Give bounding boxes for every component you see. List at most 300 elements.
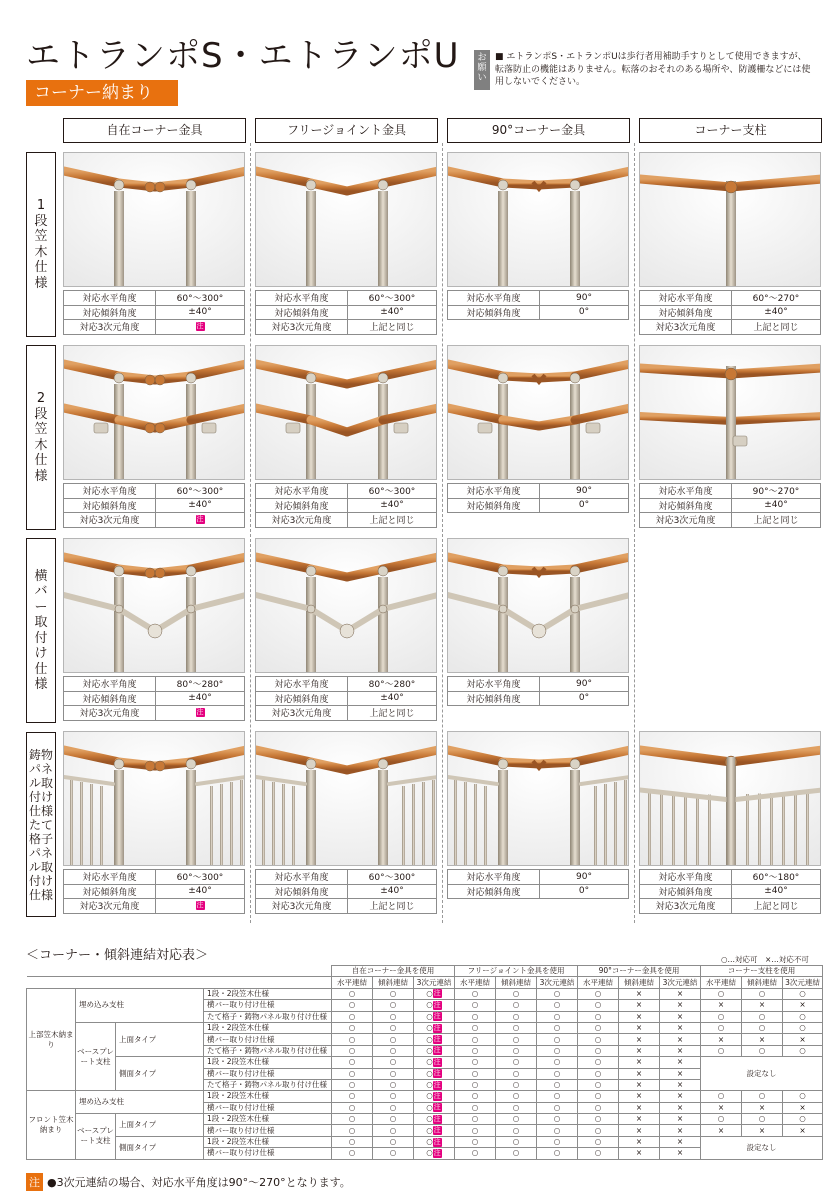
table-cell: ○注 <box>414 1091 455 1102</box>
column-header-free-joint: フリージョイント金具 <box>255 118 438 143</box>
table-row <box>27 1022 823 1033</box>
product-cell <box>639 152 821 334</box>
table-subheader: 3次元連結 <box>660 977 701 988</box>
table-cell: ○注 <box>414 1034 455 1045</box>
note-badge: 注 <box>433 1057 441 1066</box>
table-cell: ○ <box>455 1102 496 1113</box>
product-cell <box>639 345 821 527</box>
table-cell: ○ <box>537 1057 578 1068</box>
table-cell: ○ <box>455 1045 496 1056</box>
product-cell <box>255 538 437 720</box>
notice-text: ■ エトランポS・エトランポUは歩行者用補助手すりとして使用できますが、転落防止の機能はありません。転落のおそれのある場所や、防護柵などには使用しないでください。 <box>495 52 811 87</box>
product-photo <box>447 538 629 673</box>
table-cell: × <box>742 1102 783 1113</box>
table-cell: ○ <box>537 1068 578 1079</box>
table-cell: ○注 <box>414 1079 455 1090</box>
spec-row <box>256 706 437 721</box>
spec-value <box>156 320 245 335</box>
spec-value: 0° <box>540 305 629 320</box>
table-cell: × <box>660 1068 701 1079</box>
table-cell: ○ <box>332 1102 373 1113</box>
table-row <box>27 966 823 977</box>
spec-value: ±40° <box>156 884 245 899</box>
footnote <box>26 1173 351 1191</box>
spec-row <box>640 305 821 320</box>
table-cell: ○ <box>332 1091 373 1102</box>
table-cell: × <box>619 1011 660 1022</box>
spec-row <box>256 899 437 914</box>
table-cell: ○ <box>578 1068 619 1079</box>
spec-label: たて格子・鋳物パネル取り付け仕様 <box>204 1079 332 1090</box>
compat-table <box>26 965 823 1160</box>
product-photo <box>255 731 437 866</box>
spec-label: 対応水平角度 <box>448 291 540 306</box>
table-cell: ○ <box>332 1057 373 1068</box>
note-badge: 注 <box>433 1126 441 1135</box>
divider <box>634 143 635 923</box>
table-cell: ○ <box>537 1102 578 1113</box>
spec-row <box>256 320 437 335</box>
spec-row <box>448 305 629 320</box>
table-cell: ○注 <box>414 1148 455 1159</box>
spec-label: 対応水平角度 <box>64 484 156 499</box>
spec-table <box>255 869 437 914</box>
row-header-3: 横バー取付け仕様 <box>26 538 56 723</box>
table-cell: ○ <box>537 1136 578 1147</box>
spec-table <box>447 483 629 513</box>
spec-row <box>448 291 629 306</box>
spec-row <box>448 691 629 706</box>
spec-value: 上記と同じ <box>732 899 821 914</box>
spec-row <box>64 484 245 499</box>
spec-label: 対応水平角度 <box>640 484 732 499</box>
table-cell: × <box>660 1057 701 1068</box>
spec-label: 対応水平角度 <box>640 291 732 306</box>
spec-value: ±40° <box>732 305 821 320</box>
spec-row <box>448 870 629 885</box>
table-cell: ○ <box>332 1114 373 1125</box>
spec-label: 対応傾斜角度 <box>640 498 732 513</box>
spec-row <box>64 870 245 885</box>
spec-label: 対応3次元角度 <box>256 513 348 528</box>
spec-value: 60°～300° <box>156 291 245 306</box>
spec-label: 1段・2段笠木仕様 <box>204 1114 332 1125</box>
spec-row <box>256 484 437 499</box>
table-cell: ○ <box>578 1011 619 1022</box>
subtype-label: 側面タイプ <box>116 1057 204 1091</box>
table-cell: × <box>660 1022 701 1033</box>
product-cell <box>447 731 629 913</box>
table-cell: ○ <box>496 1000 537 1011</box>
note-badge: 注 <box>196 900 204 909</box>
note-badge: 注 <box>433 1000 441 1009</box>
spec-table <box>639 290 821 335</box>
spec-label: 1段・2段笠木仕様 <box>204 1057 332 1068</box>
spec-label: 対応水平角度 <box>64 677 156 692</box>
table-cell: ○ <box>783 988 823 999</box>
table-cell: ○ <box>373 1148 414 1159</box>
table-cell: ○ <box>496 1011 537 1022</box>
table-cell: ○ <box>373 1068 414 1079</box>
table-cell: ○ <box>742 1091 783 1102</box>
table-group-header: コーナー支柱を使用 <box>701 966 823 977</box>
notice-box <box>474 50 814 90</box>
table-cell: ○ <box>537 1034 578 1045</box>
spec-label: 対応水平角度 <box>256 870 348 885</box>
product-cell <box>255 731 437 913</box>
spec-table <box>63 676 245 721</box>
table-cell: ○ <box>783 1091 823 1102</box>
spec-label: 対応3次元角度 <box>64 320 156 335</box>
spec-label: 対応水平角度 <box>448 484 540 499</box>
table-cell: ○ <box>578 988 619 999</box>
table-cell: ○ <box>373 1045 414 1056</box>
spec-label: 対応水平角度 <box>256 291 348 306</box>
spec-label: 横バー取り付け仕様 <box>204 1102 332 1113</box>
table-cell: ○ <box>496 1125 537 1136</box>
spec-row <box>256 305 437 320</box>
spec-label: 対応水平角度 <box>448 677 540 692</box>
note-badge: 注 <box>433 1148 441 1157</box>
table-cell: × <box>783 1034 823 1045</box>
table-cell: × <box>619 1148 660 1159</box>
spec-label: 対応3次元角度 <box>640 899 732 914</box>
table-cell: ○ <box>373 1022 414 1033</box>
table-cell: ○注 <box>414 1000 455 1011</box>
table-cell: ○ <box>537 1000 578 1011</box>
table-cell: ○ <box>373 1057 414 1068</box>
spec-row <box>448 484 629 499</box>
spec-value: 90° <box>540 484 629 499</box>
product-cell <box>255 152 437 334</box>
spec-row <box>64 513 245 528</box>
table-cell: ○注 <box>414 1057 455 1068</box>
note-badge: 注 <box>196 514 204 523</box>
table-cell: ○注 <box>414 1114 455 1125</box>
type-label: ベースプレート支柱 <box>76 1022 116 1090</box>
row-header-1: 1段笠木仕様 <box>26 152 56 337</box>
spec-value: ±40° <box>732 498 821 513</box>
spec-row <box>64 677 245 692</box>
table-cell: ○ <box>455 1068 496 1079</box>
spec-row <box>64 291 245 306</box>
table-cell: × <box>701 1034 742 1045</box>
table-cell: ○ <box>578 1148 619 1159</box>
spec-table <box>639 869 821 914</box>
spec-value: 60°～300° <box>156 484 245 499</box>
spec-value: 90°～270° <box>732 484 821 499</box>
table-cell: × <box>742 1000 783 1011</box>
note-badge: 注 <box>433 1114 441 1123</box>
spec-label: 対応傾斜角度 <box>64 691 156 706</box>
table-cell: × <box>619 1068 660 1079</box>
spec-value: 90° <box>540 677 629 692</box>
table-cell: ○ <box>455 1011 496 1022</box>
spec-table <box>255 676 437 721</box>
table-cell: × <box>660 988 701 999</box>
spec-value: ±40° <box>156 691 245 706</box>
table-row <box>27 1057 823 1068</box>
table-cell: ○ <box>373 1114 414 1125</box>
table-subheader: 水平連結 <box>455 977 496 988</box>
spec-row <box>448 498 629 513</box>
spec-label: 1段・2段笠木仕様 <box>204 988 332 999</box>
table-cell: × <box>619 1000 660 1011</box>
table-cell: × <box>660 1091 701 1102</box>
table-cell: ○ <box>742 1022 783 1033</box>
table-legend: ○…対応可 ×…対応不可 <box>721 955 809 964</box>
table-cell: ○ <box>332 1045 373 1056</box>
product-cell <box>447 538 629 720</box>
product-cell <box>447 152 629 334</box>
table-cell: ○ <box>496 1068 537 1079</box>
divider <box>442 143 443 923</box>
table-cell: ○ <box>701 1091 742 1102</box>
table-subheader: 傾斜連結 <box>742 977 783 988</box>
table-cell: ○注 <box>414 1102 455 1113</box>
table-cell: ○ <box>578 1057 619 1068</box>
spec-value: ±40° <box>732 884 821 899</box>
spec-row <box>64 691 245 706</box>
spec-value: ±40° <box>156 498 245 513</box>
table-cell: 設定なし <box>701 1057 823 1091</box>
spec-label: 対応傾斜角度 <box>64 305 156 320</box>
footnote-mark: 注 <box>26 1173 43 1191</box>
spec-label: 対応傾斜角度 <box>448 305 540 320</box>
spec-value: 上記と同じ <box>348 513 437 528</box>
spec-row <box>256 291 437 306</box>
table-cell: ○注 <box>414 1022 455 1033</box>
table-cell: ○ <box>537 1148 578 1159</box>
spec-row <box>64 320 245 335</box>
table-cell: × <box>619 1102 660 1113</box>
table-cell: × <box>619 1125 660 1136</box>
table-cell: ○ <box>496 1034 537 1045</box>
table-cell: ○ <box>701 1011 742 1022</box>
table-cell: ○ <box>332 1022 373 1033</box>
spec-label: たて格子・鋳物パネル取り付け仕様 <box>204 1045 332 1056</box>
table-cell: × <box>742 1125 783 1136</box>
spec-value: 80°～280° <box>156 677 245 692</box>
spec-value: 90° <box>540 870 629 885</box>
table-cell: × <box>619 1136 660 1147</box>
spec-row <box>256 498 437 513</box>
table-title: ＜コーナー・傾斜連結対応表＞ <box>26 948 209 963</box>
subtype-label: 上面タイプ <box>116 1114 204 1137</box>
note-badge: 注 <box>433 1080 441 1089</box>
table-cell: ○ <box>373 1011 414 1022</box>
spec-label: 横バー取り付け仕様 <box>204 1125 332 1136</box>
product-cell <box>63 731 245 913</box>
note-badge: 注 <box>196 321 204 330</box>
spec-row <box>448 677 629 692</box>
spec-row <box>64 899 245 914</box>
product-photo <box>63 538 245 673</box>
table-cell: ○注 <box>414 1125 455 1136</box>
table-cell: × <box>660 1011 701 1022</box>
table-cell: × <box>660 1148 701 1159</box>
table-cell: × <box>701 1125 742 1136</box>
group-label: 上部笠木納まり <box>27 988 76 1091</box>
spec-table <box>447 676 629 706</box>
table-row <box>27 1114 823 1125</box>
spec-label: 横バー取り付け仕様 <box>204 1034 332 1045</box>
spec-value: 60°～300° <box>348 291 437 306</box>
spec-row <box>64 706 245 721</box>
table-cell: × <box>783 1000 823 1011</box>
table-cell: ○ <box>455 1022 496 1033</box>
spec-label: 対応水平角度 <box>256 484 348 499</box>
column-header-free-corner: 自在コーナー金具 <box>63 118 246 143</box>
table-cell: ○ <box>578 1022 619 1033</box>
table-cell: ○ <box>496 1079 537 1090</box>
table-cell: ○注 <box>414 1136 455 1147</box>
spec-value <box>156 706 245 721</box>
table-cell: ○ <box>496 1022 537 1033</box>
table-cell: × <box>783 1102 823 1113</box>
spec-table <box>63 869 245 914</box>
table-cell: ○ <box>373 1034 414 1045</box>
type-label: ベースプレート支柱 <box>76 1114 116 1160</box>
product-photo <box>63 731 245 866</box>
product-cell <box>447 345 629 527</box>
spec-label: 対応傾斜角度 <box>64 884 156 899</box>
spec-value: 60°～180° <box>732 870 821 885</box>
spec-table <box>63 290 245 335</box>
table-cell: × <box>660 1114 701 1125</box>
table-cell: × <box>660 1102 701 1113</box>
spec-row <box>640 498 821 513</box>
table-cell: ○ <box>496 1102 537 1113</box>
spec-value <box>156 899 245 914</box>
table-cell: ○注 <box>414 1068 455 1079</box>
table-cell: ○ <box>496 1148 537 1159</box>
table-cell: × <box>619 1045 660 1056</box>
subtype-label: 上面タイプ <box>116 1022 204 1056</box>
product-photo <box>255 538 437 673</box>
table-cell: ○ <box>742 988 783 999</box>
product-cell <box>63 538 245 720</box>
table-cell: ○ <box>537 1091 578 1102</box>
table-cell: ○ <box>373 1136 414 1147</box>
table-cell: ○ <box>332 988 373 999</box>
spec-value: 上記と同じ <box>348 899 437 914</box>
table-cell: ○ <box>496 1057 537 1068</box>
table-cell: × <box>701 1102 742 1113</box>
spec-value: 上記と同じ <box>732 513 821 528</box>
spec-label: 対応3次元角度 <box>64 513 156 528</box>
type-label: 埋め込み支柱 <box>76 1091 204 1114</box>
spec-row <box>640 484 821 499</box>
spec-row <box>64 884 245 899</box>
table-cell: ○ <box>373 1102 414 1113</box>
page-title: エトランポS・エトランポU <box>26 36 460 76</box>
spec-row <box>640 884 821 899</box>
spec-value: 0° <box>540 691 629 706</box>
spec-label: 対応傾斜角度 <box>256 305 348 320</box>
table-cell: ○ <box>537 1022 578 1033</box>
table-group-header: 90°コーナー金具を使用 <box>578 966 701 977</box>
table-group-header: フリージョイント金具を使用 <box>455 966 578 977</box>
table-cell: × <box>619 1091 660 1102</box>
spec-label: 対応水平角度 <box>448 870 540 885</box>
table-cell: ○ <box>701 988 742 999</box>
notice-tag: お願い <box>474 50 490 90</box>
table-subheader: 3次元連結 <box>783 977 823 988</box>
spec-label: 横バー取り付け仕様 <box>204 1148 332 1159</box>
table-row <box>27 977 823 988</box>
spec-label: 横バー取り付け仕様 <box>204 1000 332 1011</box>
table-cell: ○ <box>496 1091 537 1102</box>
spec-row <box>256 677 437 692</box>
spec-value: 上記と同じ <box>348 706 437 721</box>
table-cell: ○ <box>373 1000 414 1011</box>
spec-row <box>256 513 437 528</box>
table-cell: ○ <box>537 1079 578 1090</box>
column-header-corner-post: コーナー支柱 <box>639 118 822 143</box>
table-cell: 設定なし <box>701 1136 823 1159</box>
table-row <box>27 1091 823 1102</box>
spec-label: 対応3次元角度 <box>640 513 732 528</box>
group-label: フロント笠木納まり <box>27 1091 76 1159</box>
spec-table <box>447 869 629 899</box>
footnote-text: ●3次元連結の場合、対応水平角度は90°～270°となります。 <box>47 1176 351 1189</box>
table-cell: ○注 <box>414 1011 455 1022</box>
row-header-4: 鋳物パネル取付け仕様 たて格子パネル取付け仕様 <box>26 732 56 917</box>
table-cell: ○ <box>455 1034 496 1045</box>
table-group-header: 自在コーナー金具を使用 <box>332 966 455 977</box>
spec-label: 対応3次元角度 <box>256 899 348 914</box>
column-header-90-corner: 90°コーナー金具 <box>447 118 630 143</box>
spec-label: 対応3次元角度 <box>256 706 348 721</box>
table-cell: × <box>660 1034 701 1045</box>
table-cell: × <box>783 1125 823 1136</box>
product-cell <box>255 345 437 527</box>
table-cell: ○ <box>496 988 537 999</box>
spec-value: ±40° <box>348 305 437 320</box>
spec-value: 上記と同じ <box>348 320 437 335</box>
spec-row <box>640 899 821 914</box>
table-cell: × <box>619 1034 660 1045</box>
table-cell: ○ <box>578 1091 619 1102</box>
product-cell <box>639 731 821 913</box>
table-cell: × <box>660 1000 701 1011</box>
table-cell: × <box>660 1079 701 1090</box>
note-badge: 注 <box>433 1035 441 1044</box>
table-cell: ○ <box>742 1045 783 1056</box>
spec-row <box>64 305 245 320</box>
table-cell: ○ <box>332 1000 373 1011</box>
spec-table <box>639 483 821 528</box>
type-label: 埋め込み支柱 <box>76 988 204 1022</box>
spec-row <box>256 884 437 899</box>
spec-label: 対応3次元角度 <box>64 899 156 914</box>
table-subheader: 傾斜連結 <box>373 977 414 988</box>
spec-table <box>255 290 437 335</box>
spec-value: 60°～300° <box>348 484 437 499</box>
table-cell: × <box>660 1125 701 1136</box>
spec-value: ±40° <box>156 305 245 320</box>
table-cell: ○ <box>742 1011 783 1022</box>
spec-row <box>640 870 821 885</box>
table-cell: × <box>619 1057 660 1068</box>
table-cell: ○ <box>578 1000 619 1011</box>
product-cell <box>63 345 245 527</box>
note-badge: 注 <box>196 707 204 716</box>
table-cell: ○ <box>373 1125 414 1136</box>
spec-label: 対応3次元角度 <box>64 706 156 721</box>
table-cell: ○ <box>332 1136 373 1147</box>
